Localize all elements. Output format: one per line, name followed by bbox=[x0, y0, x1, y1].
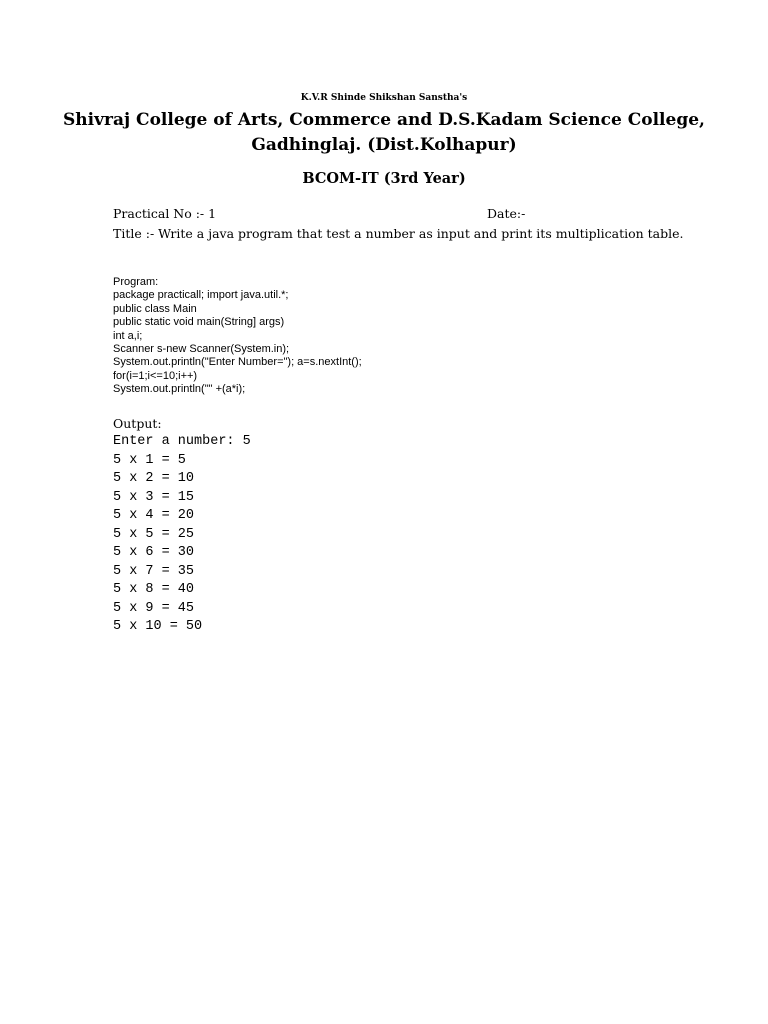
output-line: 5 x 5 = 25 bbox=[113, 526, 195, 542]
program-label: Program: bbox=[113, 276, 159, 288]
code-line: int a,i; bbox=[113, 329, 143, 342]
output-line: 5 x 6 = 30 bbox=[113, 545, 195, 560]
college-name-line-2: Gadhinglaj. (Dist.Kolhapur) bbox=[251, 135, 517, 155]
code-line: Scanner s-new Scanner(System.in); bbox=[113, 343, 290, 356]
course-title: BCOM-IT (3rd Year) bbox=[302, 170, 466, 187]
output-line: 5 x 3 = 15 bbox=[113, 489, 195, 505]
program-block bbox=[113, 276, 362, 397]
college-name bbox=[0, 108, 768, 158]
output-block bbox=[113, 433, 251, 637]
date-label: Date:- bbox=[487, 206, 526, 221]
output-line: 5 x 4 = 20 bbox=[113, 508, 195, 523]
output-label: Output: bbox=[113, 416, 162, 431]
code-line: System.out.println("" +(a*i); bbox=[113, 383, 246, 396]
code-line: System.out.println("Enter Number="); a=s.nextInt(); bbox=[113, 356, 362, 369]
code-line: package practicall; import java.util.*; bbox=[113, 289, 289, 302]
output-line: 5 x 10 = 50 bbox=[113, 619, 203, 634]
output-line: 5 x 2 = 10 bbox=[113, 471, 195, 486]
output-line: 5 x 9 = 45 bbox=[113, 600, 195, 616]
output-line: 5 x 7 = 35 bbox=[113, 563, 195, 579]
code-line: public class Main bbox=[113, 302, 197, 315]
code-line: for(i=1;i<=10;i++) bbox=[113, 369, 198, 382]
output-line: 5 x 8 = 40 bbox=[113, 582, 195, 597]
practical-title: Title :- Write a java program that test a number as input and print its multiplication table. bbox=[113, 226, 684, 241]
output-line: Enter a number: 5 bbox=[113, 434, 251, 449]
output-line: 5 x 1 = 5 bbox=[113, 452, 186, 468]
practical-number: Practical No :- 1 bbox=[113, 206, 217, 221]
college-name-line-1: Shivraj College of Arts, Commerce and D.S.Kadam Science College, bbox=[63, 110, 705, 130]
code-line: public static void main(String] args) bbox=[113, 316, 285, 329]
society-name: K.V.R Shinde Shikshan Sanstha's bbox=[300, 93, 468, 103]
